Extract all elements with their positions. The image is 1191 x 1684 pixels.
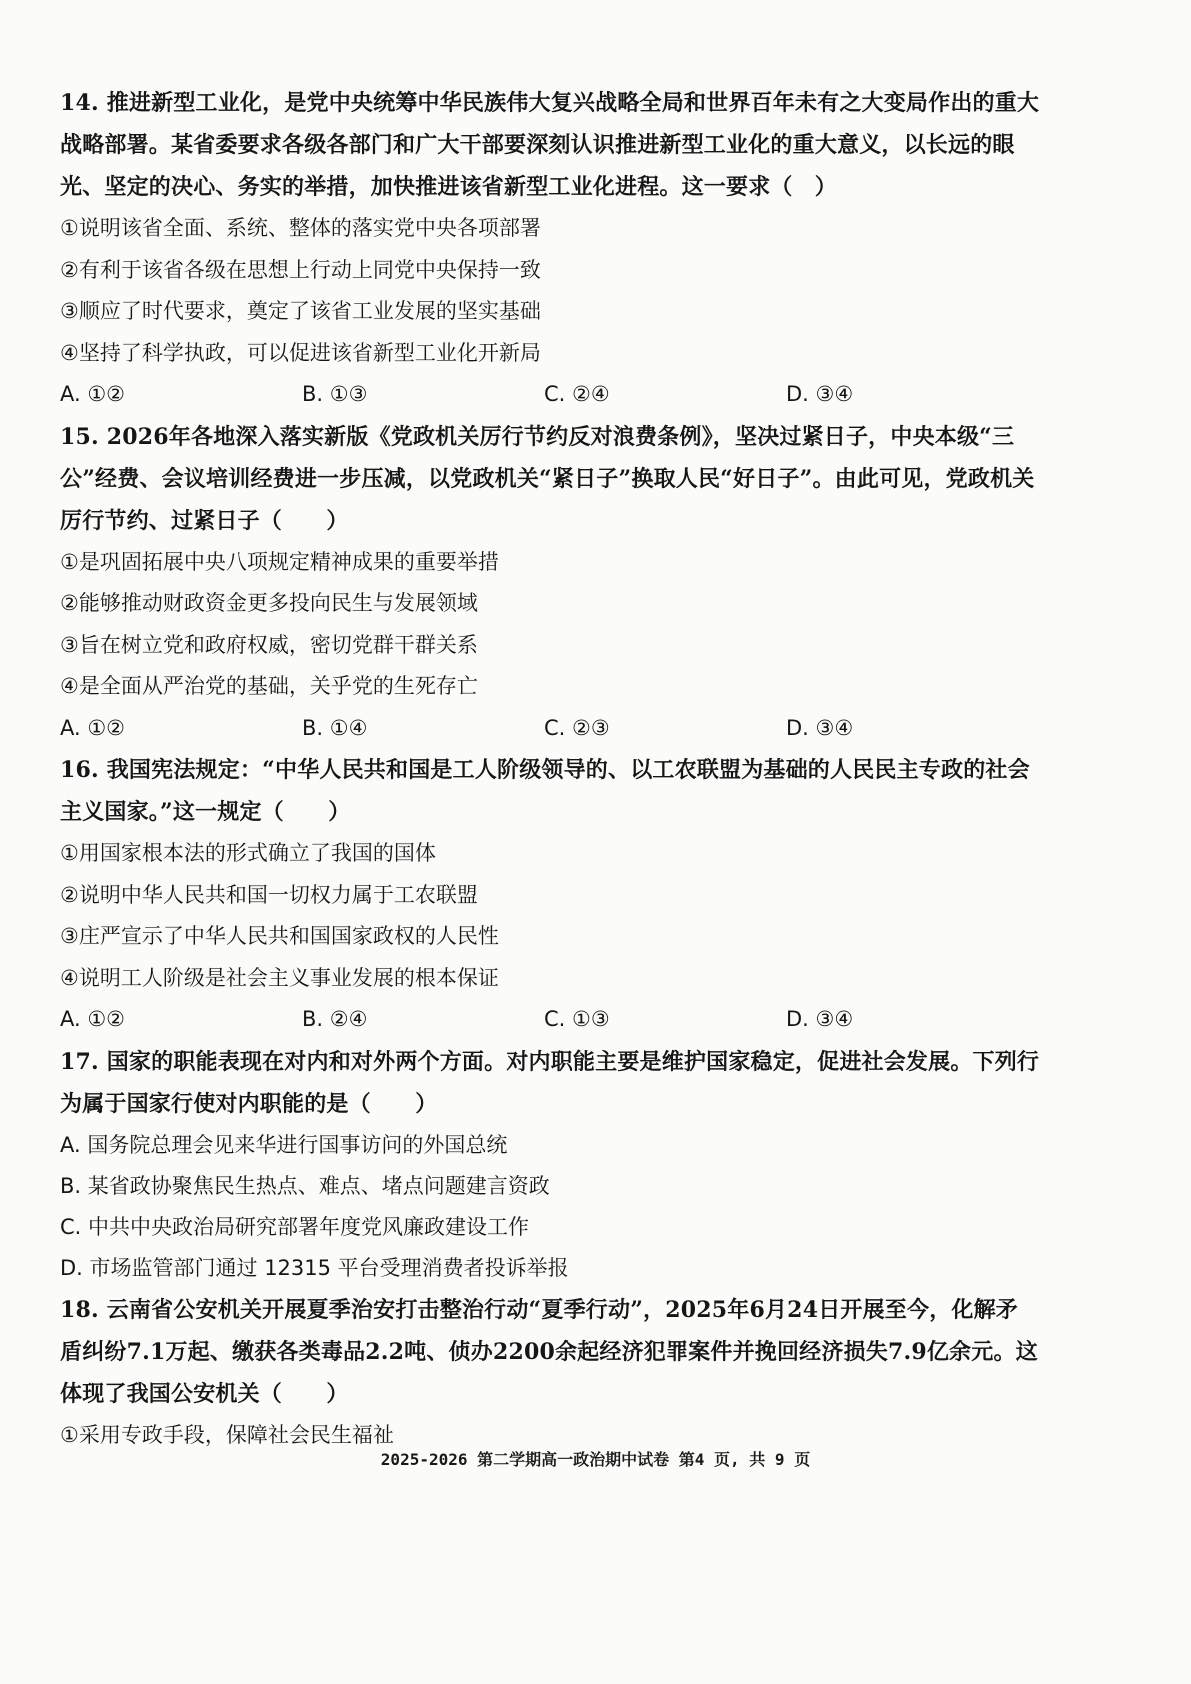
- choice-a: A. 国务院总理会见来华进行国事访问的外国总统: [60, 1132, 508, 1157]
- page-footer: 2025-2026 第二学期高一政治期中试卷 第4 页, 共 9 页: [380, 1450, 811, 1469]
- question-14: [60, 82, 1040, 416]
- answer-option-c: C. ②③: [544, 715, 610, 740]
- answer-option-c: C. ①③: [544, 1007, 610, 1031]
- answer-option-d: D. ③④: [786, 715, 854, 740]
- choice-d: D. 市场监管部门通过 12315 平台受理消费者投诉举报: [60, 1255, 569, 1280]
- answer-option-b: B. ①④: [302, 715, 368, 740]
- answer-options: [60, 374, 1040, 416]
- answer-option-c: C. ②④: [544, 382, 610, 406]
- statement: ③旨在树立党和政府权威，密切党群干群关系: [60, 632, 478, 657]
- statement: ①是巩固拓展中央八项规定精神成果的重要举措: [60, 549, 499, 574]
- answer-option-a: A. ①②: [60, 1007, 125, 1031]
- statement: ③庄严宣示了中华人民共和国国家政权的人民性: [60, 924, 499, 948]
- statement: ②有利于该省各级在思想上行动上同党中央保持一致: [60, 257, 541, 282]
- question-stem: 14. 推进新型工业化，是党中央统筹中华民族伟大复兴战略全局和世界百年未有之大变局作出的重大战略部署。某省委要求各级各部门和广大干部要深刻认识推进新型工业化的重大意义，以长远的眼光、坚定的决心、务实的举措，加快推进该省新型工业化进程。这一要求（ ）: [60, 90, 1040, 200]
- choice-b: B. 某省政协聚焦民生热点、难点、堵点问题建言资政: [60, 1173, 550, 1198]
- statement: ②能够推动财政资金更多投向民生与发展领域: [60, 591, 478, 615]
- answer-option-b: B. ①③: [302, 382, 368, 406]
- statement: ④说明工人阶级是社会主义事业发展的根本保证: [60, 965, 499, 990]
- statement: ④坚持了科学执政，可以促进该省新型工业化开新局: [60, 340, 541, 365]
- statement: ③顺应了时代要求，奠定了该省工业发展的坚实基础: [60, 299, 541, 323]
- answer-option-d: D. ③④: [786, 1007, 854, 1031]
- statement: ①用国家根本法的形式确立了我国的国体: [60, 841, 436, 865]
- question-stem: 17. 国家的职能表现在对内和对外两个方面。对内职能主要是维护国家稳定，促进社会发展。下列行为属于国家行使对内职能的是（ ）: [60, 1048, 1040, 1117]
- statement: ①说明该省全面、系统、整体的落实党中央各项部署: [60, 216, 541, 240]
- answer-option-b: B. ②④: [302, 1007, 368, 1031]
- answer-option-a: A. ①②: [60, 382, 125, 406]
- answer-option-a: A. ①②: [60, 715, 125, 740]
- answer-options: [60, 999, 1040, 1041]
- question-stem: 16. 我国宪法规定：“中华人民共和国是工人阶级领导的、以工农联盟为基础的人民民主专政的社会主义国家。”这一规定（ ）: [60, 757, 1030, 825]
- question-16: [60, 749, 1040, 1041]
- answer-options: [60, 708, 1040, 750]
- statement: ①采用专政手段，保障社会民生福祉: [60, 1422, 394, 1447]
- question-stem: 18. 云南省公安机关开展夏季治安打击整治行动“夏季行动”，2025年6月24日开展至今，化解矛盾纠纷7.1万起、缴获各类毒品2.2吨、侦办2200余起经济犯罪案件并挽回经济损失7.9亿余元。这体现了我国公安机关（ ）: [60, 1296, 1038, 1407]
- question-18: [60, 1289, 1040, 1457]
- question-list: [60, 82, 1040, 1456]
- question-15: [60, 416, 1040, 750]
- statement: ④是全面从严治党的基础，关乎党的生死存亡: [60, 674, 478, 698]
- answer-option-d: D. ③④: [786, 382, 854, 406]
- question-stem: 15. 2026年各地深入落实新版《党政机关厉行节约反对浪费条例》，坚决过紧日子，中央本级“三公”经费、会议培训经费进一步压减，以党政机关“紧日子”换取人民“好日子”。由此可见，党政机关厉行节约、过紧日子（ ）: [60, 423, 1035, 534]
- statement: ②说明中华人民共和国一切权力属于工农联盟: [60, 882, 478, 907]
- question-17: [60, 1041, 1040, 1289]
- choice-c: C. 中共中央政治局研究部署年度党风廉政建设工作: [60, 1214, 530, 1239]
